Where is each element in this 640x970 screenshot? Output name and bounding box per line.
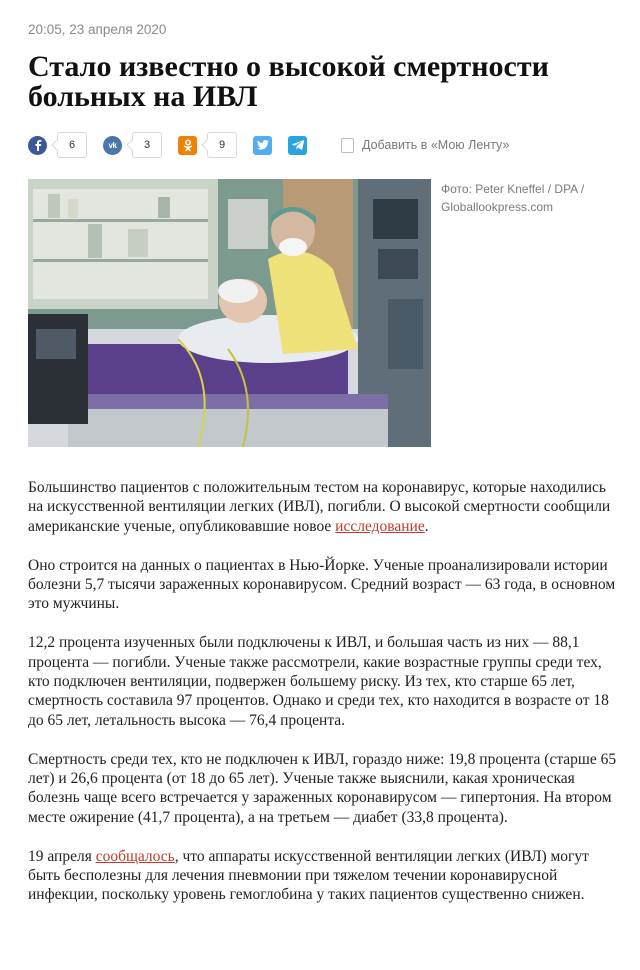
publish-date: 20:05, 23 апреля 2020 [28,22,167,37]
share-facebook [28,132,87,158]
paragraph-2: Оно строится на данных о пациентах в Нью-Йорке. Ученые проанализировали истории болезни 5,7 тысячи зараженных коронавирусом. Средний возраст — 63 года, в основном это мужчины. [28,556,616,613]
paragraph-text: Большинство пациентов с положительным тестом на коронавирус, которые находились на искусственной вентиляции легких (ИВЛ), погибли. О высокой смертности сообщили американские ученые, опубликовавшие новое [28,479,611,535]
paragraph-text: . [424,517,429,535]
share-odnoklassniki [178,132,237,158]
twitter-icon[interactable] [253,136,272,155]
photo-caption: Фото: Peter Kneffel / DPA / Globallookpress.com [441,182,585,214]
vk-icon[interactable]: vk [103,136,122,155]
add-to-feed-label: Добавить в «Мою Ленту» [362,138,510,152]
odnoklassniki-share-count: 9 [207,132,237,158]
reported-link[interactable]: сообщалось [95,847,175,865]
share-vk [103,132,162,158]
share-telegram [288,136,307,155]
article-title: Стало известно о высокой смертности больных на ИВЛ [28,50,549,113]
telegram-icon[interactable] [288,136,307,155]
paragraph-3: 12,2 процента изученных были подключены к ИВЛ, и большая часть из них — 88,1 процента — погибли. Ученые также рассмотрели, какие возрастные группы среди тех, кто подключен вентиляции, подвержен большему риску. Из тех, кто старше 65 лет, смертность составила 97 процентов. Однако и среди тех, кто находится в возрасте от 18 до 65 лет, летальность высока — 76,4 процента. [28,634,609,729]
paragraph-5 [28,847,622,905]
share-bar [28,131,509,159]
paragraph-text: 19 апреля [28,847,96,865]
paragraph-1 [28,478,622,536]
paragraph-text: , что аппараты искусственной вентиляции легких (ИВЛ) могут быть бесполезны для лечения пневмонии при тяжелом течении коронавирусной инфекции, поскольку уровень гемоглобина у таких пациентов существенно снижен. [28,847,589,904]
paragraph-4: Смертность среди тех, кто не подключен к ИВЛ, гораздо ниже: 19,8 процента (старше 65 лет) и 26,6 процента (от 18 до 65 лет). Ученые также выяснили, какая хроническая болезнь чаще всего встречается у зараженных коронавирусом — гипертония. На втором месте ожирение (41,7 процента), а на третьем — диабет (33,8 процента). [28,750,617,826]
add-to-feed-checkbox[interactable] [341,138,354,153]
odnoklassniki-icon[interactable] [178,136,197,155]
vk-share-count: 3 [132,132,162,158]
add-to-my-feed[interactable] [341,138,509,153]
share-twitter [253,136,272,155]
article-body [28,478,622,924]
facebook-icon[interactable] [28,136,47,155]
article-photo [28,179,431,447]
facebook-share-count: 6 [57,132,87,158]
study-link[interactable]: исследование [335,517,425,535]
